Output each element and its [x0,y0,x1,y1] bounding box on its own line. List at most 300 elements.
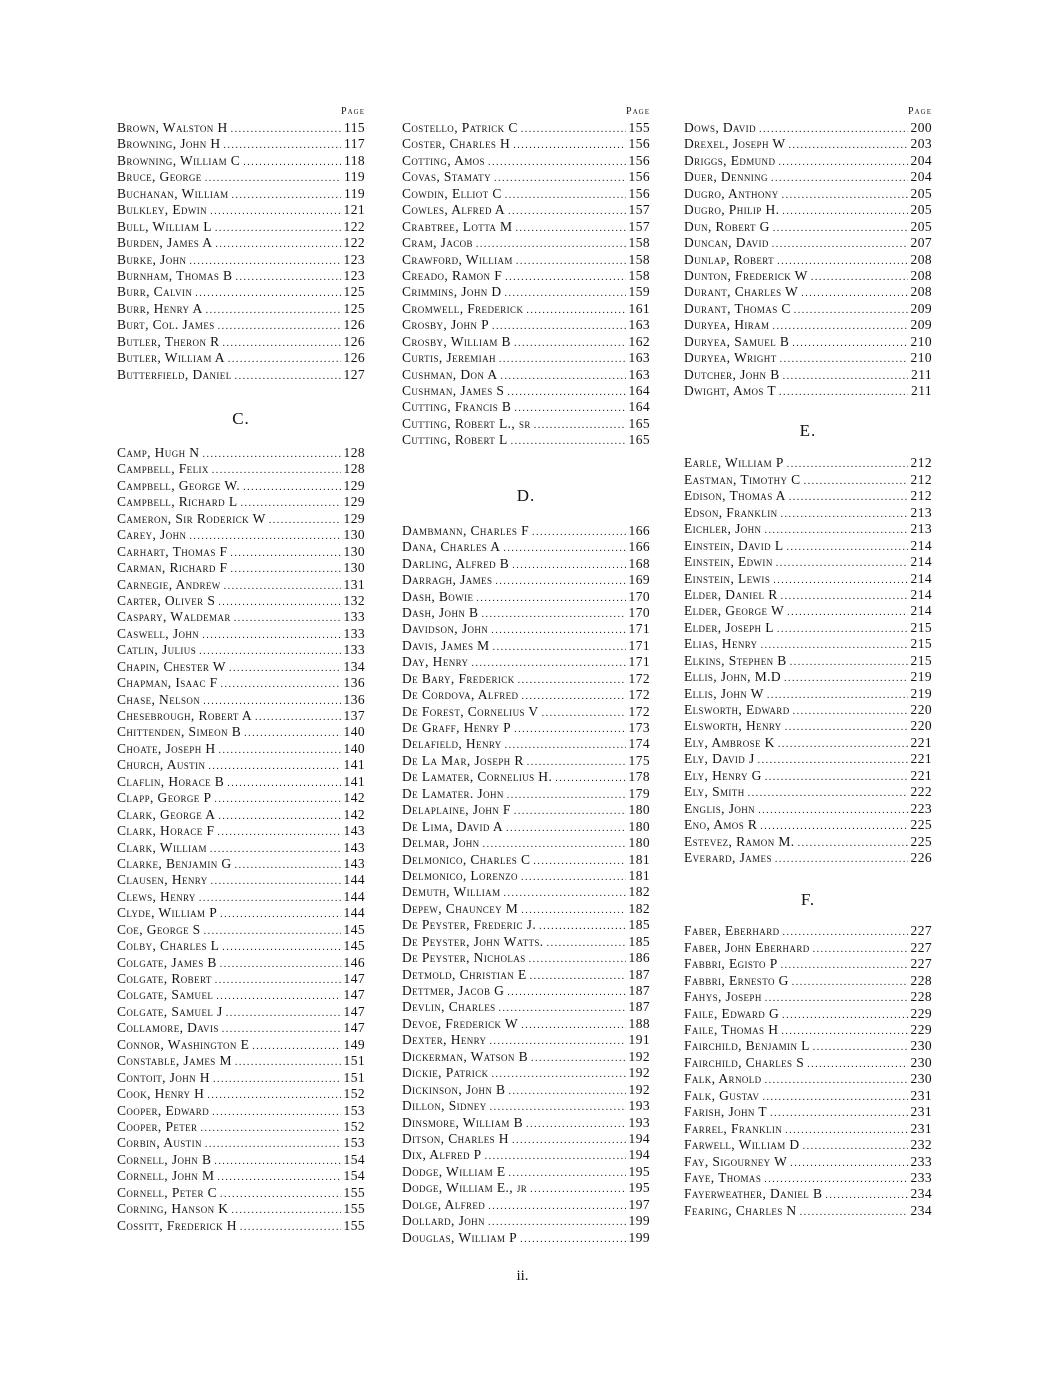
entry-name: Butler, William A [117,350,225,366]
dot-leader [224,138,342,154]
dot-leader [232,188,342,204]
entry-page-number: 211 [911,383,932,398]
entry-page-number: 195 [628,1180,650,1196]
dot-leader [492,1067,626,1083]
entry-name: Dugro, Anthony [684,185,779,201]
entry-name: Earle, William P [684,455,784,471]
section-letter: C. [232,409,250,428]
index-entry [117,626,365,642]
entry-page-number: 115 [344,120,365,135]
dot-leader [539,919,625,935]
index-entry [117,790,365,806]
index-entry [684,219,932,235]
entry-page-number: 229 [910,1022,932,1037]
entry-page-number: 172 [628,687,650,703]
entry-page-number: 122 [343,218,365,234]
entry-name: Clark, William [117,839,207,855]
index-entry [684,472,932,488]
entry-page-number: 209 [910,300,932,316]
entry-page-number: 129 [343,494,365,510]
dot-leader [243,155,341,171]
index-entry [402,720,650,736]
entry-page-number: 221 [910,751,932,767]
entry-page-number: 126 [343,333,365,349]
page-column-header: Page [908,106,932,117]
index-entry [402,819,650,835]
index-entry [117,987,365,1003]
index-entry [117,334,365,350]
dot-leader [765,770,908,786]
entry-page-number: 221 [910,734,932,750]
entry-name: Cornell, John M [117,1168,215,1184]
index-entry [684,1006,932,1022]
dot-leader [530,1182,625,1198]
entry-page-number: 142 [343,790,365,806]
index-entry [117,284,365,300]
entry-page-number: 175 [628,752,650,768]
dot-leader [521,903,625,919]
entry-page-number: 186 [628,950,650,966]
entry-name: Carman, Richard F [117,560,228,576]
entry-page-number: 134 [343,658,365,674]
page-column-header: Page [626,106,650,117]
dot-leader [790,655,908,671]
entry-page-number: 227 [910,956,932,972]
entry-page-number: 147 [343,987,365,1003]
entry-name: Duncan, David [684,235,769,251]
entry-name: Crabtree, Lotta M [402,218,513,234]
dot-leader [493,640,626,656]
entry-page-number: 232 [910,1137,932,1153]
entry-page-number: 152 [343,1086,365,1102]
entry-name: Carey, John [117,527,187,543]
entry-name: Farrel, Franklin [684,1120,783,1136]
dot-leader [218,809,340,825]
index-entry [402,1049,650,1065]
entry-name: Dunlap, Robert [684,251,775,267]
entry-name: Curtis, Jeremiah [402,350,496,366]
entry-page-number: 210 [910,350,932,366]
index-entry [402,999,650,1015]
entry-name: Campbell, Felix [117,461,209,477]
index-entry [117,593,365,609]
entry-name: Burke, John [117,251,187,267]
entry-name: Colgate, Samuel [117,987,214,1003]
index-entry [684,801,932,817]
entry-name: Demuth, William [402,884,501,900]
entry-name: Cornell, Peter C [117,1184,218,1200]
entry-name: Dettmer, Jacob G [402,983,505,998]
index-entry [684,702,932,718]
index-entry [402,252,650,268]
dot-leader [503,541,625,557]
dot-leader [514,336,626,352]
index-entry [684,1088,932,1104]
index-entry [684,268,932,284]
dot-leader [787,605,907,621]
entry-name: Edison, Thomas A [684,488,786,504]
index-entry [684,973,932,989]
index-entry [117,1168,365,1184]
dot-leader [221,677,341,693]
entry-page-number: 213 [910,504,932,520]
section-letter: E. [799,421,817,441]
index-entry [684,505,932,521]
entry-name: Colgate, Samuel J [117,1003,223,1019]
index-entry [402,1180,650,1196]
index-entry [117,1020,365,1036]
entry-page-number: 195 [628,1163,650,1179]
entry-page-number: 142 [343,806,365,822]
index-entry [684,284,932,300]
dot-leader [240,1220,341,1236]
entry-name: Dutcher, John B [684,366,780,382]
dot-leader [506,821,626,837]
index-entry [684,1137,932,1153]
index-column-1 [117,106,365,1234]
index-entry [117,1218,365,1234]
entry-name: Einstein, Edwin [684,554,773,570]
index-entry [402,950,650,966]
entry-page-number: 185 [628,917,650,933]
entry-name: Dash, John B [402,604,479,620]
entry-name: Elsworth, Henry [684,718,782,734]
entry-name: De Lamater, Cornelius H. [402,769,553,785]
entry-page-number: 158 [628,235,650,251]
index-entry [402,654,650,670]
dot-leader [514,722,625,738]
entry-name: Driggs, Edmund [684,152,776,168]
dot-leader [195,286,340,302]
entry-page-number: 214 [910,537,932,553]
entry-page-number: 209 [910,317,932,333]
dot-leader [217,825,340,841]
entry-name: Clyde, William P [117,905,218,921]
entry-name: Davidson, John [402,621,489,637]
entry-page-number: 119 [344,185,365,201]
entry-name: Einstein, David L [684,537,784,553]
entry-name: Carnegie, Andrew [117,576,221,592]
entry-name: Contoit, John H [117,1069,210,1085]
entry-name: Burnham, Thomas B [117,267,233,283]
entry-page-number: 143 [343,839,365,855]
entry-page-number: 157 [628,218,650,234]
entry-name: Choate, Joseph H [117,740,216,756]
index-entry [402,835,650,851]
entry-name: Delaplaine, John F [402,802,511,818]
index-entry [402,868,650,884]
entry-name: Fayerweather, Daniel B [684,1186,823,1202]
index-entry [402,589,650,605]
entry-name: Cooper, Peter [117,1118,198,1134]
index-entry [402,120,650,136]
entry-page-number: 162 [628,333,650,349]
index-entry [684,521,932,537]
entry-name: Chittenden, Simeon B [117,724,242,740]
entry-name: De Cordova, Alfred [402,687,519,703]
index-entry [402,967,650,983]
entry-name: De Lima, David A [402,818,503,834]
entry-page-number: 170 [628,604,650,620]
entry-page-number: 163 [628,317,650,333]
index-entry [117,971,365,987]
entry-name: Clausen, Henry [117,872,208,888]
entry-name: Cooper, Edward [117,1102,210,1118]
index-entry [402,432,650,448]
index-entry [117,659,365,675]
entry-page-number: 187 [628,966,650,982]
dot-leader [781,589,908,605]
index-entry [402,169,650,185]
dot-leader [488,1199,625,1215]
dot-leader [230,546,340,562]
entry-page-number: 122 [343,235,365,251]
index-entry [117,856,365,872]
entry-page-number: 192 [628,1065,650,1081]
entry-name: Faile, Thomas H [684,1022,779,1037]
entry-name: Cushman, Don A [402,366,498,382]
entry-name: Corbin, Austin [117,1135,202,1151]
entry-name: Eichler, John [684,521,762,537]
index-entry [402,917,650,933]
dot-leader [514,804,626,820]
index-entry [117,544,365,560]
dot-leader [508,204,626,220]
index-entry [117,1135,365,1151]
index-entry [402,786,650,802]
entry-page-number: 156 [628,152,650,168]
dot-leader [775,852,908,868]
entry-page-number: 193 [628,1098,650,1114]
entry-name: Depew, Chauncey M [402,900,519,916]
index-entry [684,252,932,268]
entry-name: Butler, Theron R [117,333,220,349]
dot-leader [772,237,908,253]
dot-leader [533,854,625,870]
dot-leader [228,352,341,368]
dot-leader [212,1105,340,1121]
dot-leader [781,958,908,974]
index-entry [402,671,650,687]
index-entry [402,983,650,999]
entry-page-number: 133 [343,642,365,658]
dot-leader [825,1188,907,1204]
entry-name: Caspary, Waldemar [117,609,231,625]
dot-leader [772,319,907,335]
index-entry [402,736,650,752]
entry-name: Fearing, Charles N [684,1202,797,1218]
index-entry [684,923,932,939]
index-entry [402,852,650,868]
entry-page-number: 185 [628,933,650,949]
entry-name: Burden, James A [117,235,213,251]
dot-leader [208,759,340,775]
entry-name: Clapp, George P [117,790,212,806]
dot-leader [526,1117,626,1133]
entry-page-number: 231 [910,1120,932,1136]
entry-name: Fairchild, Benjamin L [684,1038,810,1054]
entry-name: Einstein, Lewis [684,570,771,586]
dot-leader [531,1051,626,1067]
index-entry [117,252,365,268]
entry-page-number: 118 [344,152,365,168]
entry-name: Cutting, Robert L., sr [402,415,531,431]
dot-leader [758,753,908,769]
dot-leader [204,924,341,940]
index-entry [117,774,365,790]
entry-page-number: 227 [910,939,932,955]
dot-leader [513,138,625,154]
entry-page-number: 151 [343,1069,365,1085]
dot-leader [220,957,341,973]
entry-page-number: 179 [628,785,650,801]
entry-name: Dickie, Patrick [402,1065,489,1081]
entry-page-number: 207 [910,235,932,251]
entry-name: Ely, Smith [684,784,745,800]
dot-leader [807,1057,907,1073]
entry-page-number: 154 [343,1151,365,1167]
index-entry [402,556,650,572]
dot-leader [234,611,341,627]
entry-name: Dun, Robert G [684,218,770,234]
entry-page-number: 222 [910,784,932,800]
index-entry [684,383,932,399]
dot-leader [813,942,908,958]
entry-page-number: 215 [910,652,932,668]
page-column-header: Page [341,106,365,117]
dot-leader [226,1006,341,1022]
entry-page-number: 214 [910,586,932,602]
dot-leader [782,188,908,204]
dot-leader [777,622,908,638]
entry-page-number: 145 [343,938,365,954]
section-letter: F. [800,890,816,910]
index-entry [402,136,650,152]
entry-page-number: 131 [343,576,365,592]
index-entry [402,219,650,235]
entry-name: Corning, Hanson K [117,1201,229,1217]
entry-name: Falk, Gustav [684,1087,760,1103]
entry-page-number: 215 [910,636,932,652]
entry-name: Cram, Jacob [402,235,473,251]
index-entry [117,757,365,773]
entry-page-number: 130 [343,560,365,576]
entry-page-number: 136 [343,675,365,691]
entry-name: Detmold, Christian E [402,966,527,982]
dot-leader [205,1137,341,1153]
entry-name: Cornell, John B [117,1151,212,1167]
entry-page-number: 234 [910,1186,932,1202]
entry-page-number: 149 [343,1036,365,1052]
dot-leader [244,726,340,742]
entry-page-number: 145 [343,921,365,937]
entry-name: Fairchild, Charles S [684,1054,805,1070]
entry-page-number: 144 [343,888,365,904]
dot-leader [222,940,340,956]
entry-name: Ditson, Charles H [402,1130,509,1146]
entry-page-number: 197 [628,1196,650,1212]
entry-name: Creado, Ramon F [402,267,503,283]
dot-leader [521,1018,625,1034]
index-entry [684,301,932,317]
entry-page-number: 221 [910,767,932,783]
entry-page-number: 212 [910,455,932,471]
index-entry [684,603,932,619]
entry-page-number: 155 [628,120,650,135]
entry-page-number: 125 [343,300,365,316]
entry-name: Campbell, George W. [117,477,241,493]
index-entry [684,1203,932,1219]
index-entry [117,889,365,905]
entry-page-number: 155 [343,1201,365,1217]
dot-leader [782,204,907,220]
dot-leader [555,771,625,787]
index-entry [117,136,365,152]
dot-leader [789,490,908,506]
dot-leader [202,447,340,463]
index-entry [117,527,365,543]
index-entry [684,317,932,333]
entry-page-number: 154 [343,1168,365,1184]
entry-name: Elias, Henry [684,636,758,652]
entry-name: Day, Henry [402,654,469,670]
entry-page-number: 133 [343,609,365,625]
index-entry [117,1201,365,1217]
index-entry [117,153,365,169]
dot-leader [787,457,908,473]
entry-name: De La Mar, Joseph R [402,752,524,768]
index-entry [402,1098,650,1114]
index-entry [117,708,365,724]
index-entry [117,120,365,136]
entry-page-number: 147 [343,1020,365,1036]
entry-page-number: 172 [628,703,650,719]
index-entry [402,383,650,399]
index-entry [684,455,932,471]
entry-name: Buchanan, William [117,185,229,201]
index-entry [117,1103,365,1119]
entry-name: Douglas, William P [402,1229,518,1245]
entry-name: Duryea, Samuel B [684,333,790,349]
entry-page-number: 225 [910,833,932,849]
entry-page-number: 156 [628,169,650,185]
index-entry [117,905,365,921]
entry-page-number: 130 [343,527,365,543]
entry-page-number: 194 [628,1130,650,1146]
entry-name: Dillon, Sidney [402,1098,487,1114]
index-entry [117,823,365,839]
dot-leader [793,704,908,720]
index-entry [684,1154,932,1170]
entry-page-number: 123 [343,251,365,267]
entry-name: Browning, John H [117,136,221,152]
index-entry [117,219,365,235]
entry-page-number: 205 [910,202,932,218]
entry-page-number: 214 [910,570,932,586]
entry-name: Dollard, John [402,1213,485,1229]
index-entry [117,1004,365,1020]
entry-name: Butterfield, Daniel [117,366,232,382]
dot-leader [220,1187,341,1203]
entry-name: Dinsmore, William B [402,1114,523,1130]
entry-page-number: 166 [628,539,650,555]
entry-name: Elkins, Stephen B [684,652,787,668]
entry-name: Devoe, Frederick W [402,1015,519,1031]
entry-page-number: 180 [628,835,650,851]
dot-leader [748,786,908,802]
index-entry [402,769,650,785]
entry-page-number: 203 [910,136,932,152]
